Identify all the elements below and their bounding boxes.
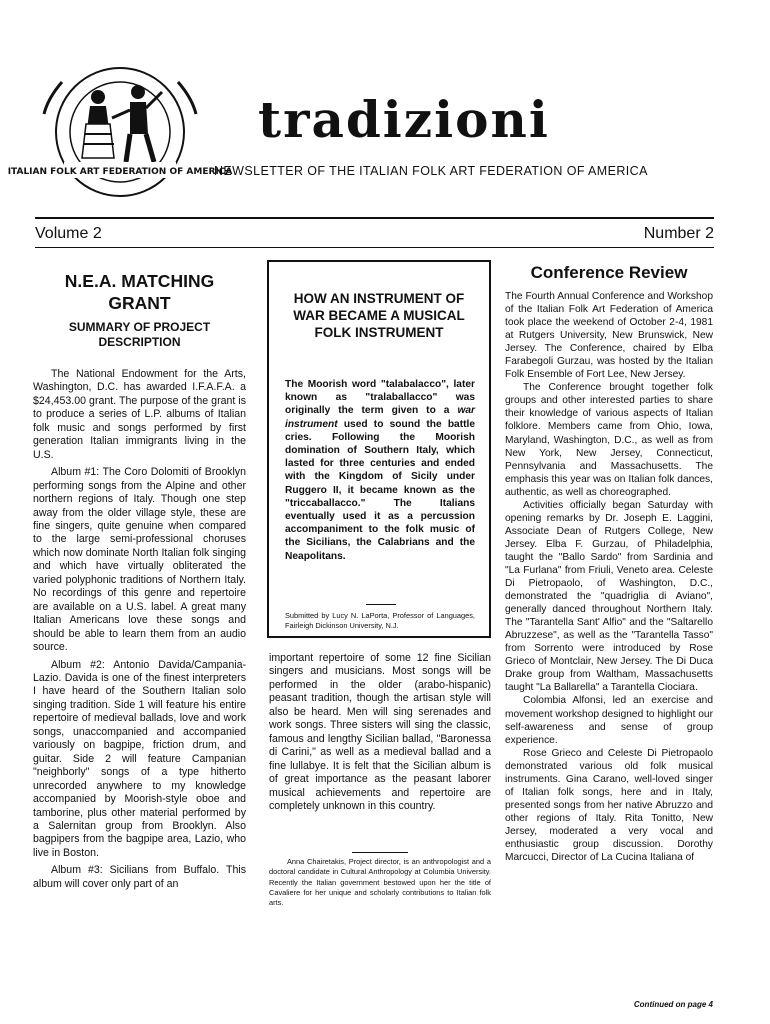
paragraph: The Fourth Annual Conference and Workshop of the Italian Folk Art Federation of America took place the weekend of October 2-4, 1981 at Rutgers University, New Brunswick, New Jersey. The Conference, chaired by Elba Farabegoli Gurzau, was hosted by the Italian Folk Ensemble of Fort Lee, New Jersey. [505, 291, 713, 381]
article-subtitle: SUMMARY OF PROJECT DESCRIPTION [68, 320, 211, 349]
article-title: N.E.A. MATCHING GRANT [64, 271, 215, 313]
article-nea-continued [269, 652, 491, 813]
volume-label: Volume 2 [35, 225, 102, 242]
federation-seal-logo [7, 62, 233, 202]
paragraph: Activities officially began Saturday with opening remarks by Dr. Joseph E. Laggini, Associate Dean of Rutgers College, New Jersey. Elba F. Gurzau, of Philadelphia, taught the "Ballo Sardo" from Sardinia and "La Furlana" from Friuli, Veneto area. Celeste Di Pietropaolo, of Washington, D.C., demonstrated the "quadriglia di Aviano", generally danced throughout Northern Italy. The "Tarantella Sant' Alfio" and the "Saltarello Abruzzese", as well as the "Tarantella Tasso" from Sorrento were introduced by Rose Grieco of Montclair, New Jersey. The Di Duca Drake group from Waltham, Massachusetts taught "La Ballarella" a Tarantella Ciociara. [505, 499, 713, 694]
paragraph: Colombia Alfonsi, led an exercise and movement workshop designed to highlight our self-awareness and sense of group experience. [505, 695, 713, 746]
article-nea-grant [33, 270, 246, 891]
article-title: Conference Review [530, 263, 688, 282]
newsletter-name: tradizioni [258, 90, 550, 149]
paragraph: Album #1: The Coro Dolomiti of Brooklyn performing songs from the Alpine and other northern regions of Italy. Though one step away from the older village style, these are fine singers, quite genuine when compared to the large semi-professional choruses which now dominate North Italian folk singing and which have virtually obliterated the varied polyphonic traditions of Northern Italy. No recordings of this genre and repertoire are available on a U.S. label. A great many Italian Americans love these songs and should be able to learn them from an audio source. [33, 466, 246, 654]
seal-text: ITALIAN FOLK ART FEDERATION OF AMERICA [7, 167, 233, 177]
sidebar-credit: Submitted by Lucy N. LaPorta, Professor of Languages, Fairleigh Dickinson University, N.J. [285, 611, 475, 630]
newsletter-subtitle: NEWSLETTER OF THE ITALIAN FOLK ART FEDERATION OF AMERICA [214, 164, 648, 178]
continued-note: Continued on page 4 [633, 1000, 713, 1009]
footnote: Anna Chairetakis, Project director, is an anthropologist and a doctoral candidate in Cultural Anthropology at Columbia University. Recently the Italian government bestowed upon her the title of Cavaliere for her unique and scholarly contributions to Italian folk arts. [269, 857, 491, 908]
sidebar-separator [366, 604, 396, 605]
dancers-icon [82, 85, 162, 162]
sidebar-title: HOW AN INSTRUMENT OF WAR BECAME A MUSICAL FOLK INSTRUMENT [293, 291, 465, 340]
top-divider [35, 217, 714, 219]
number-label: Number 2 [643, 225, 714, 242]
sidebar-body-part: The Moorish word "talabalacco", later known as "tralaballacco" was originally the term given to a [285, 379, 475, 417]
issue-bar [35, 225, 714, 247]
paragraph: The National Endowment for the Arts, Washington, D.C. has awarded I.F.A.F.A. a $24,453.00 grant. The purpose of the grant is to produce a series of L.P. albums of Italian folk music and songs performed by first generation Italian immigrants living in the U.S. [33, 368, 246, 461]
paragraph: important repertoire of some 12 fine Sicilian singers and musicians. Most songs will be performed in the older (arabo-hispanic) peasant tradition, though the artisan style will also be heard. Men will sing serenades and work songs. Three sisters will sing the classic, famous and lengthy Sicilian ballad, "Baronessa di Carini," as well as a medieval ballad and a fine lullabye. It is felt that the Sicilian album is of great importance as the peasant laborer musical achievements and repertoire are completely unknown in this country. [269, 652, 491, 812]
sidebar-body-part: used to sound the battle cries. Following the Moorish domination of Southern Italy, which lasted for three centuries and ended with the Kingdom of Sicily under Ruggero II, it became known as the "triccaballacco." The Italians eventually used it as a percussion accompaniment to the folk music of the Sicilians, the Calabrians and the Neapolitans. [285, 418, 475, 562]
issue-divider [35, 247, 714, 248]
sidebar-body [285, 378, 475, 563]
paragraph: Album #3: Sicilians from Buffalo. This album will cover only part of an [33, 864, 246, 890]
paragraph: The Conference brought together folk groups and other interested parties to share their knowledge of various aspects of Italian folklore. Members came from Ohio, Iowa, Maryland, Washington, D.C., as well as from New York, New Jersey, Connecticut, Pennsylvania and Massachusetts. The emphasis this year was on Italian folk dances, authentic, as well as choreographed. [505, 382, 713, 498]
footnote-separator [352, 852, 408, 853]
article-conference-review [505, 262, 713, 864]
sidebar-box [267, 260, 491, 638]
masthead [0, 0, 770, 210]
paragraph: Album #2: Antonio Davida/Campania-Lazio. Davida is one of the finest interpreters I have heard of the Southern Italian solo singing tradition. Side 1 will feature his entire repertoire of medieval ballads, love and work songs, unaccompanied and accompanied variously on bagpipe, friction drum, and guitar. Side 2 will feature Campanian "neighborly" songs of a type hitherto unrecorded anywhere to my knowledge accompanied by Moorish-style oboe and tamborine, plus other material performed by a Salernitan group from Brooklyn. Also bagpipers from the bagpipe area, Lazio, who live in Boston. [33, 658, 246, 859]
paragraph: Rose Grieco and Celeste Di Pietropaolo demonstrated various old folk musical instruments. Gina Carano, well-loved singer of Italian folk songs, here and in Italy, presented songs from her native Abruzzo and other regions of Italy. Rita Tonitto, New Jersey, moderated a very vocal and enthusiastic group discussion. Dorothy Marcucci, Director of La Cucina Italiana of [505, 747, 713, 864]
sidebar-body-emphasis: war instrument [285, 405, 475, 430]
